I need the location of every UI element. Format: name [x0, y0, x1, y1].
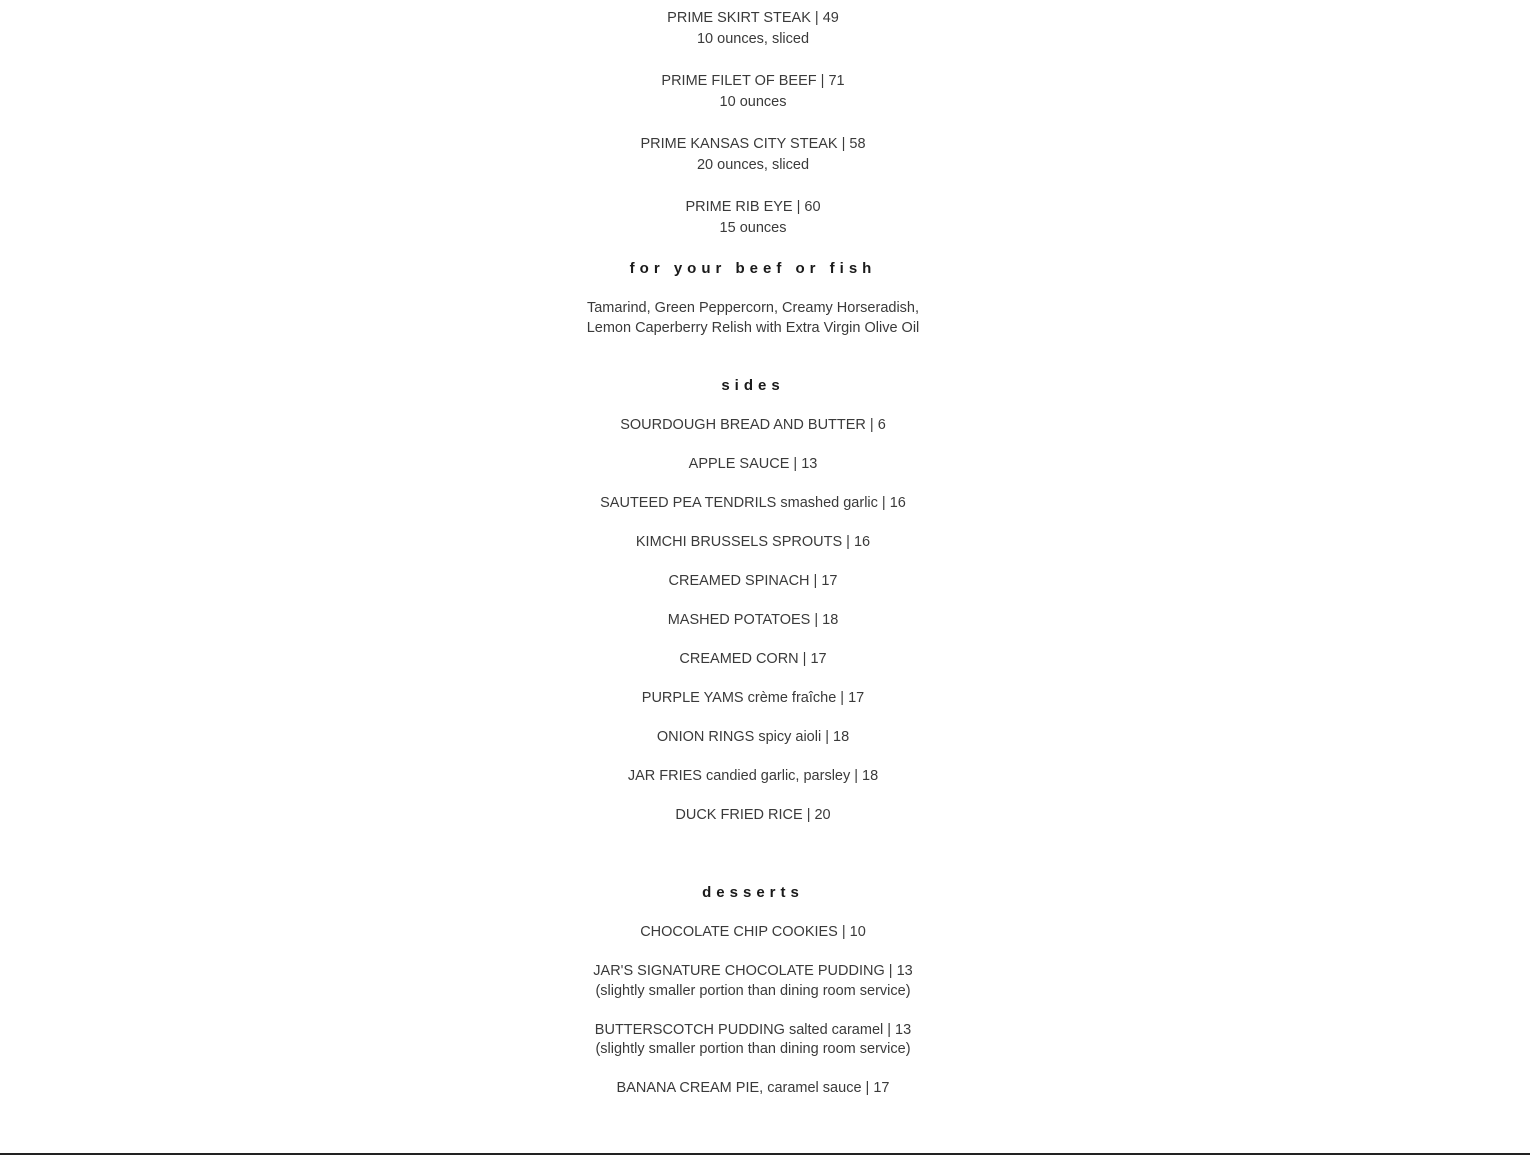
side-item: CREAMED CORN | 17 — [679, 651, 827, 667]
menu-item-title: PRIME FILET OF BEEF | 71 — [661, 73, 845, 89]
section-heading-desserts: desserts — [702, 884, 804, 901]
side-item: SAUTEED PEA TENDRILS smashed garlic | 16 — [600, 495, 906, 511]
menu-item-title: PRIME RIB EYE | 60 — [685, 199, 821, 215]
menu-item-detail: 10 ounces — [719, 94, 787, 110]
menu-item-detail: 10 ounces, sliced — [696, 31, 810, 47]
bottom-divider — [0, 1153, 1530, 1155]
side-item: KIMCHI BRUSSELS SPROUTS | 16 — [635, 534, 871, 550]
section-heading-sides: sides — [721, 377, 785, 394]
sauces-line: Lemon Caperberry Relish with Extra Virgin Olive Oil — [586, 320, 920, 336]
dessert-item-title: BANANA CREAM PIE, caramel sauce | 17 — [616, 1080, 890, 1096]
menu-item-title: PRIME SKIRT STEAK | 49 — [667, 10, 839, 26]
side-item: PURPLE YAMS crème fraîche | 17 — [641, 690, 865, 706]
dessert-item-title: JAR'S SIGNATURE CHOCOLATE PUDDING | 13 — [593, 963, 913, 979]
side-item: SOURDOUGH BREAD AND BUTTER | 6 — [620, 417, 886, 433]
side-item: APPLE SAUCE | 13 — [688, 456, 818, 472]
dessert-item-title: BUTTERSCOTCH PUDDING salted caramel | 13 — [594, 1022, 912, 1038]
dessert-item-detail: (slightly smaller portion than dining room service) — [595, 983, 911, 999]
side-item: CREAMED SPINACH | 17 — [668, 573, 838, 589]
menu-item-detail: 20 ounces, sliced — [696, 157, 810, 173]
side-item: DUCK FRIED RICE | 20 — [675, 807, 831, 823]
section-heading-sauces: for your beef or fish — [629, 260, 877, 277]
side-item: JAR FRIES candied garlic, parsley | 18 — [627, 768, 879, 784]
side-item: ONION RINGS spicy aioli | 18 — [656, 729, 850, 745]
dessert-item-detail: (slightly smaller portion than dining room service) — [595, 1041, 911, 1057]
side-item: MASHED POTATOES | 18 — [667, 612, 839, 628]
dessert-item-title: CHOCOLATE CHIP COOKIES | 10 — [640, 924, 866, 940]
menu-item-detail: 15 ounces — [719, 220, 787, 236]
menu-item-title: PRIME KANSAS CITY STEAK | 58 — [640, 136, 866, 152]
sauces-line: Tamarind, Green Peppercorn, Creamy Horseradish, — [586, 300, 920, 316]
